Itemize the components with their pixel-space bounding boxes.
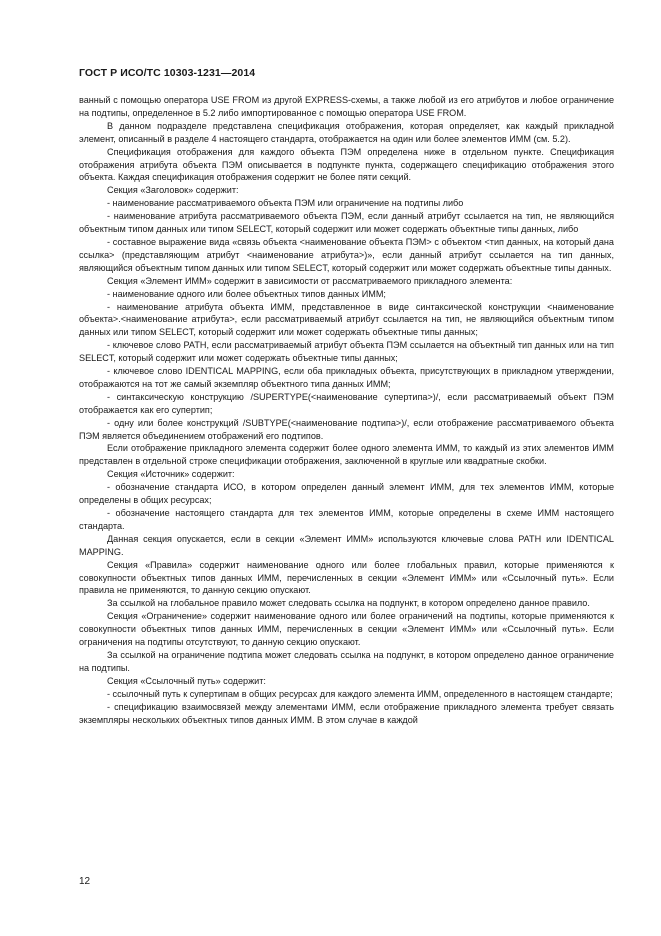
list-item: - наименование одного или более объектных типов данных ИММ; [107, 288, 386, 299]
paragraph: За ссылкой на глобальное правило может следовать ссылка на подпункт, в котором определено данное правило. [107, 598, 590, 609]
paragraph: Секция «Ограничение» содержит наименование одного или более ограничений на подтипы, которые применяются к совокупности объектных типов данных ИММ, перечисленных в секции «Элемент ИММ» или «Ссылочный путь». Если ограничения на подтипы отсутствуют, то данную секцию опускают. [79, 611, 614, 648]
paragraph: За ссылкой на ограничение подтипа может следовать ссылка на подпункт, в котором определено данное ограничение на подтипы. [79, 649, 614, 673]
list-item: - наименование рассматриваемого объекта ПЭМ или ограничение на подтипы либо [107, 198, 464, 209]
list-item: - ссылочный путь к супертипам в общих ресурсах для каждого элемента ИММ, определенного в настоящем стандарте; [107, 688, 613, 699]
paragraph: Секция «Элемент ИММ» содержит в зависимости от рассматриваемого прикладного элемента: [107, 275, 513, 286]
list-item: - обозначение настоящего стандарта для тех элементов ИММ, которые определены в схеме ИММ настоящего стандарта. [79, 508, 614, 531]
list-item: - синтаксическую конструкцию /SUPERTYPE(<наименование супертипа>)/, если рассматриваемый объект ПЭМ отображается как его супертип; [79, 391, 614, 415]
paragraph: Если отображение прикладного элемента содержит более одного элемента ИММ, то каждый из этих элементов ИММ представлен в отдельной строке спецификации отображения, заключенной в круглые или квадратные скобки. [79, 443, 614, 467]
paragraph: Секция «Заголовок» содержит: [107, 185, 239, 196]
list-item: - наименование атрибута рассматриваемого объекта ПЭМ, если данный атрибут ссылается на тип, не являющийся объектным типом данных или типом SELECT, который содержит или может содержать объектные типы данных, либо [79, 211, 614, 235]
paragraph: Данная секция опускается, если в секции «Элемент ИММ» используются ключевые слова PATH или IDENTICAL MAPPING. [79, 533, 614, 557]
list-item: - ключевое слово PATH, если рассматриваемый атрибут объекта ПЭМ ссылается на объектный тип данных или на тип SELECT, который содержит или может содержать объектные типы данных; [79, 340, 614, 364]
paragraph: В данном подразделе представлена спецификация отображения, которая определяет, как каждый прикладной элемент, описанный в разделе 4 настоящего стандарта, отображается на один или более элементов ИММ (см. 5.2). [79, 120, 614, 144]
list-item: - составное выражение вида «связь объекта <наименование объекта ПЭМ> с объектом <тип данных, на который дана ссылка> (представляющим атрибут <наименование атрибута>)», если данный атрибут ссылается на тип данных, являющийся объектным типом данных или типом SELECT, который содержит или может содержать объектные типы данных. [79, 236, 614, 273]
list-item: - спецификацию взаимосвязей между элементами ИММ, если отображение прикладного элемента требует связать экземпляры нескольких объектных типов данных ИММ. В этом случае в каждой [79, 701, 614, 725]
document-body [79, 94, 614, 726]
list-item: - наименование атрибута объекта ИММ, представленное в виде синтаксической конструкции <наименование объекта>.<наименование атрибута>, если рассматриваемый атрибут ссылается на тип, не являющийся объектным типом данных или типом SELECT, который содержит или может содержать объектные типы данных; [79, 301, 614, 338]
paragraph: Секция «Ссылочный путь» содержит: [107, 675, 266, 686]
page-number: 12 [79, 876, 91, 887]
list-item: - ключевое слово IDENTICAL MAPPING, если оба прикладных объекта, присутствующих в прикладном утверждении, отображаются на тот же самый экземпляр объектного типа данных ИММ; [79, 366, 614, 389]
list-item: - одну или более конструкций /SUBTYPE(<наименование подтипа>)/, если отображение рассматриваемого объекта ПЭМ является объединением отображений его подтипов. [79, 417, 614, 441]
list-item: - обозначение стандарта ИСО, в котором определен данный элемент ИММ, для тех элементов ИММ, которые определены в общих ресурсах; [79, 482, 614, 506]
paragraph: Секция «Правила» содержит наименование одного или более глобальных правил, которые применяются к совокупности объектных типов данных ИММ, перечисленных в секции «Элемент ИММ» или «Ссылочный путь». Если правила не применяются, то данную секцию опускают. [79, 559, 614, 596]
paragraph: ванный с помощью оператора USE FROM из другой EXPRESS-схемы, а также любой из его атрибутов и любое ограничение на подтипы, определенное в 5.2 либо импортированное с помощью оператора USE FROM. [79, 95, 614, 118]
paragraph: Секция «Источник» содержит: [107, 469, 235, 480]
paragraph: Спецификация отображения для каждого объекта ПЭМ определена ниже в отдельном пункте. Спецификация отображения атрибута объекта ПЭМ описывается в подпункте пункта, содержащего спецификацию отображения этого объекта. Каждая спецификация отображения содержит не более пяти секций. [79, 146, 614, 183]
document-header: ГОСТ Р ИСО/ТС 10303-1231—2014 [79, 67, 256, 79]
